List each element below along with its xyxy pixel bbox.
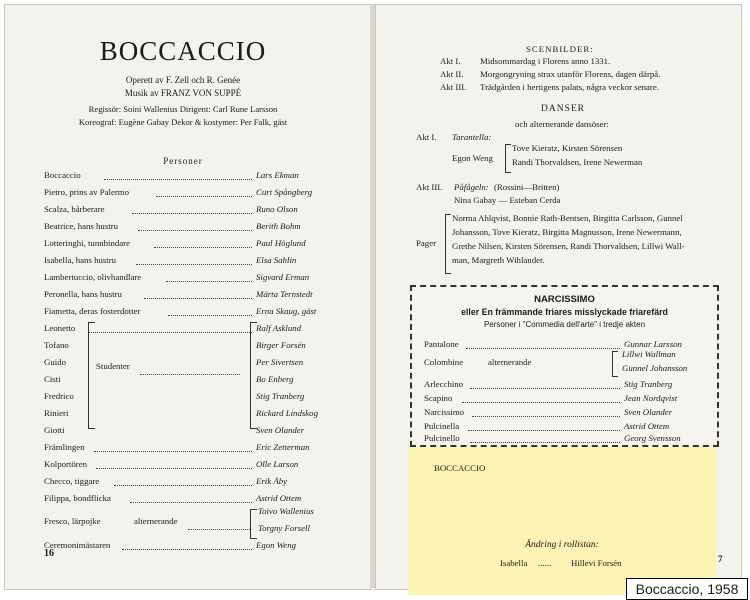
cast-row: Boccaccio Lars Ekman [44,170,299,180]
cast-row: Filippa, bondflicka Astrid Ottem [44,493,302,503]
akt1-pair-1: Tove Kieratz, Kirsten Sörensen [512,143,623,153]
student-row: Fredrico Stig Tranberg [44,391,305,401]
page-number-right-fragment: 7 [718,554,723,564]
program-title: BOCCACCIO [99,36,267,66]
image-caption: Boccaccio, 1958 [626,578,748,600]
akt3-dance: Påfågeln: [454,182,489,192]
colombine-alternerande: alternerande [488,357,532,367]
narcissimo-row: Pulcinella Astrid Ottem [424,421,670,431]
danser-subheading: och alternerande dansöser: [515,119,609,129]
cast-row: Fiametta, deras fosterdotter Erna Skaug, gäst [44,306,317,316]
akt1-brace [505,144,511,173]
student-row: Rinieri Rickard Lindskog [44,408,318,418]
page-number-left: 16 [44,548,54,559]
akt3-music: (Rossini—Britten) [494,182,560,192]
credits-koreograf: Koreograf: Eugène Gabay Dekor & kostymer: Per Falk, gäst [78,117,288,127]
fresco-alternerande: alternerande [134,516,178,526]
pager-line: Norma Ahlqvist, Bonnie Rath-Bentsen, Birgitta Carlsson, Gunnel [452,213,683,223]
narcissimo-row: Arlecchino Stig Tranberg [424,379,673,389]
pager-line: Johansson, Tove Kieratz, Birgitta Magnusson, Irene Newermann, [452,227,682,237]
narcissimo-note: Personer i "Commedia dell'arte" i tredje akten [483,320,646,329]
slip-dots: ...... [538,558,552,568]
cast-row: Pietro, prins av Palermo Curt Spångberg [44,187,313,197]
act-label: Akt III. [440,82,467,92]
act-text: Morgongryning strax utanför Florens, dagen därpå. [480,69,661,79]
subtitle-musik: Musik av FRANZ VON SUPPÉ [124,88,242,98]
student-row: Tofano Birger Forsén [44,340,306,350]
ceremoni-row: Ceremonimästaren Egon Weng [44,540,296,550]
akt3-label: Akt III. [416,182,443,192]
cast-row: Främlingen Eric Zetterman [44,442,310,452]
narcissimo-row: Narcissimo Sven Olander [424,407,673,417]
slip-actor: Hillevi Forsén [571,558,622,568]
narcissimo-subtitle: eller En främmande friares misslyckade friarefärd [461,307,668,317]
subtitle-operett: Operett av F. Zell och R. Genée [125,75,241,85]
student-row: Guido Per Sivertsen [44,357,304,367]
narcissimo-row: Pulcinello Georg Svensson [424,433,681,443]
personer-heading: Personer [163,156,203,166]
act-text: Midsommardag i Florens anno 1331. [480,56,611,66]
akt3-dancers: Nina Gabay — Esteban Cerda [454,195,561,205]
student-row: Giotti Sven Olander [44,425,305,435]
fresco-brace [250,509,257,539]
fresco-actor-2: Torgny Forsell [258,523,310,533]
danser-heading: DANSER [541,104,586,114]
students-left-brace [88,322,95,429]
students-right-brace [250,322,257,429]
colombine-actor-1: Lillwi Wallman [622,349,676,359]
pager-brace [445,214,451,274]
narcissimo-box [410,285,719,447]
pager-line: Grethe Nilsen, Kirsten Sörensen, Randi Thorvaldsen, Lillwi Wall- [452,241,685,251]
cast-row: Lotteringhi, tunnbindare Paul Höglund [44,238,306,248]
colombine-brace [612,351,618,377]
correction-slip [408,447,716,595]
student-row: Cisti Bo Enberg [44,374,294,384]
akt1-lead: Egon Weng [452,153,493,163]
cast-row: Lambertuccio, olivhandlare Sigvard Erman [44,272,310,282]
fresco-actor-1: Toivo Wallenius [258,506,314,516]
slip-role: Isabella [500,558,528,568]
fresco-role: Fresco, lärpojke [44,516,101,526]
credits-regi: Regissör: Soini Wallenius Dirigent: Carl Rune Larsson [88,104,278,114]
cast-row: Leonetto Ralf Asklund [44,323,302,333]
narcissimo-row: Pantalone Gunnar Larsson [424,339,682,349]
akt1-dance: Tarantella: [452,132,492,142]
cast-row: Beatrice, hans hustru Berith Bohm [44,221,301,231]
slip-heading: Ändring i rollistan: [525,540,599,550]
slip-title: BOCCACCIO [434,463,486,473]
scenbilder-heading: SCENBILDER: [526,44,594,54]
pager-label: Pager [416,238,437,248]
colombine-role: Colombine [424,357,464,367]
act-label: Akt I. [440,56,461,66]
cast-row: Isabella, hans hustru Elsa Sahlin [44,255,297,265]
act-text: Trädgården i hertigens palats, några veckor senare. [480,82,659,92]
cast-row: Checco, tiggare Erik Åby [44,476,288,486]
pager-line: man, Margreth Wihlander. [452,255,545,265]
akt1-pair-2: Randi Thorvaldsen, Irene Newerman [512,157,643,167]
narcissimo-row: Scapino Jean Nordqvist [424,393,678,403]
akt1-label: Akt I. [416,132,437,142]
cast-row: Kolportören Olle Larson [44,459,299,469]
cast-row: Peronella, hans hustru Märta Ternstedt [44,289,313,299]
cast-row: Scalza, bårberare Runo Olson [44,204,298,214]
act-label: Akt II. [440,69,464,79]
colombine-actor-2: Gunnel Johansson [622,363,688,373]
students-label: Studenter [96,361,130,371]
narcissimo-title: NARCISSIMO [534,294,595,305]
